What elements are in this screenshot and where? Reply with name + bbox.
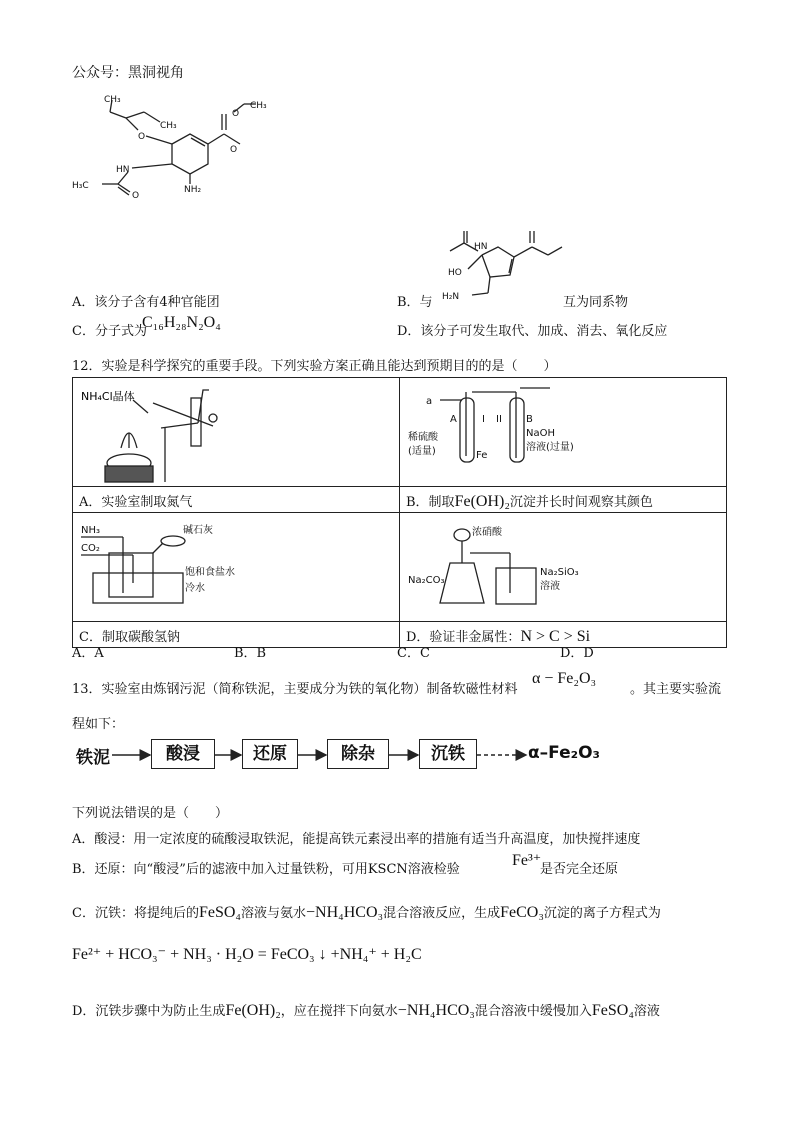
q11-option-b-post: 互为同系物 bbox=[563, 295, 629, 310]
q11-option-d: D．该分子可发生取代、加成、消去、氧化反应 bbox=[397, 324, 668, 339]
molecule-structure-2 bbox=[432, 225, 572, 303]
q13-d-3: 混合溶液中缓慢加入 bbox=[474, 1004, 592, 1019]
label-B: B bbox=[526, 414, 533, 425]
label-II: II bbox=[496, 414, 502, 425]
q13-c-f2: −NH₄HCO₃ bbox=[306, 904, 384, 921]
flow-step-precipitate: 沉铁 bbox=[419, 739, 477, 769]
q13-stem-post: 。其主要实验流 bbox=[630, 682, 722, 697]
q11-option-a: A．该分子含有4种官能团 bbox=[72, 295, 220, 310]
q13-c-1: C．沉铁：将提纯后的 bbox=[72, 906, 199, 921]
label-lime: 碱石灰 bbox=[183, 525, 213, 536]
cell-d bbox=[400, 513, 727, 648]
mol2-ho: HO bbox=[448, 268, 462, 278]
caption-d-formula: N > C > Si bbox=[520, 628, 591, 645]
q13-d-f1: Fe(OH)₂ bbox=[225, 1002, 281, 1019]
flow-step-reduce: 还原 bbox=[242, 739, 298, 769]
q13-stem-formula: α − Fe₂O₃ bbox=[532, 670, 597, 687]
label-co2: CO₂ bbox=[81, 543, 100, 554]
label-A: A bbox=[450, 414, 457, 425]
apparatus-d-image bbox=[400, 513, 726, 621]
cell-c bbox=[73, 513, 400, 648]
mol1-o-carbonyl: O bbox=[232, 109, 240, 119]
label-fe: Fe bbox=[476, 450, 488, 461]
caption-b-pre: B．制取 bbox=[406, 495, 455, 510]
q13-c-f3: FeCO₃ bbox=[500, 904, 544, 921]
q13-c-4: 沉淀的离子方程式为 bbox=[543, 906, 661, 921]
label-cold: 冷水 bbox=[185, 583, 205, 594]
label-a: a bbox=[426, 396, 433, 407]
label-hno3: 浓硝酸 bbox=[472, 527, 502, 538]
q13-stem-pre: 13．实验室由炼钢污泥（简称铁泥，主要成分为铁的氧化物）制备软磁性材料 bbox=[72, 682, 518, 697]
label-I: I bbox=[482, 414, 485, 425]
label-naoh: NaOH bbox=[526, 428, 555, 439]
caption-b-formula: Fe(OH)₂ bbox=[454, 493, 510, 510]
q13-d-f3: FeSO₄ bbox=[591, 1002, 634, 1019]
q13-option-a: A．酸浸：用一定浓度的硫酸浸取铁泥，能提高铁元素浸出率的措施有适当升高温度，加快搅拌速度 bbox=[72, 832, 641, 847]
label-acid2: (适量) bbox=[408, 446, 436, 457]
mol2-h2n: H₂N bbox=[442, 292, 460, 302]
q12-answer-b: B．B bbox=[234, 646, 267, 661]
apparatus-c-image bbox=[73, 513, 399, 621]
mol1-ch3-right: CH₃ bbox=[160, 121, 177, 131]
q12-answer-c: C．C bbox=[397, 646, 430, 661]
q13-c-3: 混合溶液反应，生成 bbox=[383, 906, 501, 921]
q12-answer-d: D．D bbox=[560, 646, 594, 661]
q13-c-2: 溶液与氨水 bbox=[240, 906, 306, 921]
q11-option-c-formula: C₁₆H₂₈N₂O₄ bbox=[142, 314, 221, 331]
q13-d-4: 溶液 bbox=[633, 1004, 660, 1019]
caption-b-post: 沉淀并长时间观察其颜色 bbox=[509, 495, 653, 510]
mol1-o-ester: O bbox=[230, 145, 238, 155]
q13-d-1: D．沉铁步骤中为防止生成 bbox=[72, 1004, 226, 1019]
q13-d-f2: −NH₄HCO₃ bbox=[397, 1002, 475, 1019]
apparatus-b-image bbox=[400, 378, 726, 486]
apparatus-a-image bbox=[73, 378, 399, 486]
label-sol: 溶液 bbox=[540, 581, 560, 592]
q12-stem: 12．实验是科学探究的重要手段。下列实验方案正确且能达到预期目的的是（ ） bbox=[72, 359, 557, 374]
label-naoh2: 溶液(过量) bbox=[526, 442, 574, 453]
flow-step-acid-leach: 酸浸 bbox=[151, 739, 215, 769]
caption-c: C．制取碳酸氢钠 bbox=[73, 621, 399, 647]
mol1-ch3-top: CH₃ bbox=[104, 95, 121, 105]
q11-option-c-pre: C．分子式为 bbox=[72, 324, 147, 339]
caption-d-pre: D．验证非金属性： bbox=[406, 630, 521, 645]
label-na2sio3: Na₂SiO₃ bbox=[540, 567, 579, 578]
flow-arrows bbox=[72, 740, 542, 770]
q13-d-2: ，应在搅拌下向氨水 bbox=[280, 1004, 398, 1019]
apparatus-a-label: NH₄Cl晶体 bbox=[81, 390, 135, 403]
flow-product: α–Fe₂O₃ bbox=[528, 743, 600, 763]
q13-option-b-formula: Fe³⁺ bbox=[512, 852, 542, 869]
caption-b bbox=[400, 486, 726, 512]
flow-step-purify: 除杂 bbox=[327, 739, 389, 769]
mol1-hn: HN bbox=[116, 165, 130, 175]
mol1-nh2: NH₂ bbox=[184, 185, 202, 195]
q13-option-d-line bbox=[72, 1000, 660, 1020]
mol2-hn: HN bbox=[474, 242, 488, 252]
cell-b bbox=[400, 378, 727, 513]
experiment-table bbox=[72, 377, 727, 648]
flow-start: 铁泥 bbox=[76, 748, 110, 768]
label-brine: 饱和食盐水 bbox=[185, 567, 235, 578]
q13-question: 下列说法错误的是（ ） bbox=[72, 806, 229, 821]
q13-option-c-line bbox=[72, 902, 661, 922]
q11-option-b-pre: B．与 bbox=[397, 295, 433, 310]
q13-option-c-equation: Fe²⁺ + HCO₃⁻ + NH₃ · H₂O = FeCO₃ ↓ +NH₄⁺ + H₂C bbox=[72, 946, 422, 963]
mol1-h3c: H₃C bbox=[72, 181, 89, 191]
label-na2co3: Na₂CO₃ bbox=[408, 575, 445, 586]
mol1-ch3-ester: CH₃ bbox=[250, 101, 267, 111]
q13-option-b-pre: B．还原：向“酸浸”后的滤液中加入过量铁粉，可用KSCN溶液检验 bbox=[72, 862, 460, 877]
watermark-text: 公众号：黑洞视角 bbox=[72, 65, 184, 81]
caption-a: A．实验室制取氮气 bbox=[73, 486, 399, 512]
mol1-o-amide: O bbox=[132, 191, 140, 201]
cell-a bbox=[73, 378, 400, 513]
molecule-structure-1 bbox=[72, 92, 272, 204]
label-nh3: NH₃ bbox=[81, 525, 101, 536]
label-acid: 稀硫酸 bbox=[408, 432, 438, 443]
q13-stem-line2: 程如下： bbox=[72, 717, 125, 732]
q13-option-b-post: 是否完全还原 bbox=[540, 862, 619, 877]
q13-c-f1: FeSO₄ bbox=[198, 904, 241, 921]
q12-answer-a: A．A bbox=[72, 646, 104, 661]
mol1-o: O bbox=[138, 132, 146, 142]
